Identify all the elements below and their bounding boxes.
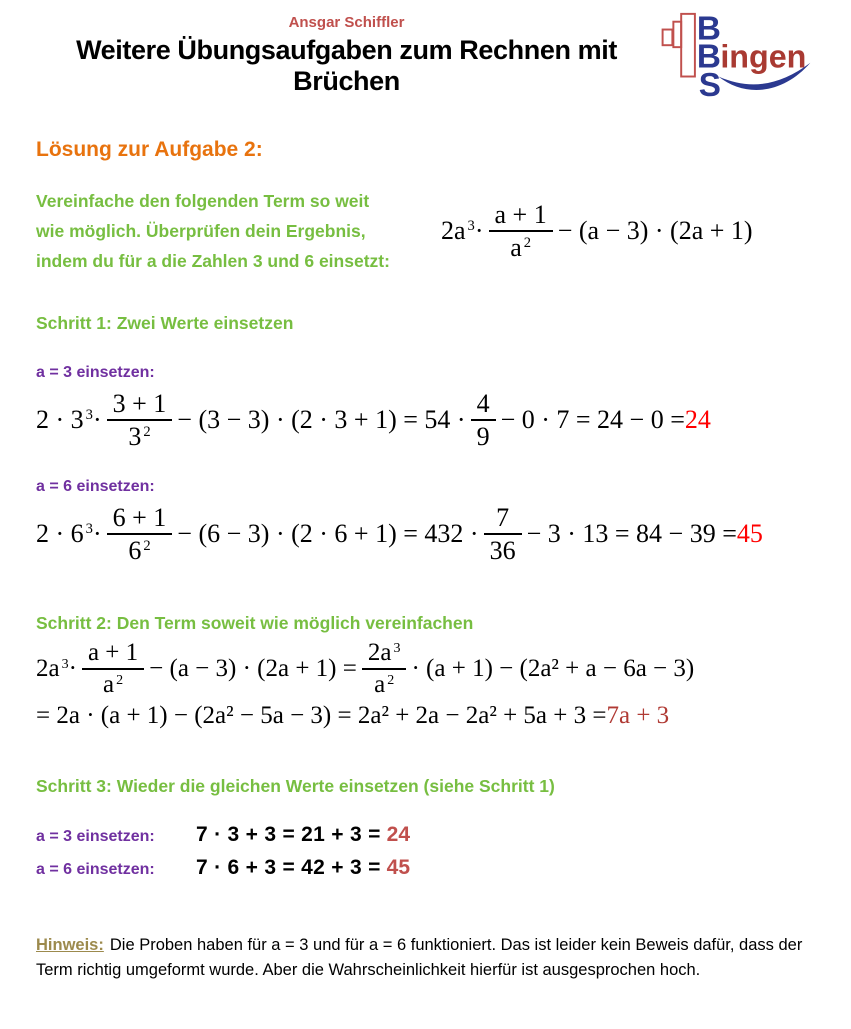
fraction-denominator: 3 $^2$ — [128, 422, 151, 452]
check-label: a = 6 einsetzen: — [36, 861, 155, 879]
original-term-formula — [441, 200, 753, 262]
check-result: 45 — [386, 856, 410, 880]
exponent: 3 — [61, 656, 69, 672]
fraction-denominator: 9 — [476, 422, 490, 452]
fraction — [107, 389, 173, 451]
fraction-numerator: 2a $^3$ — [362, 639, 407, 670]
eq-middle: − (a − 3) · (2a + 1) = — [149, 655, 357, 683]
eq-tail: − 3 · 13 = 84 − 39 = — [526, 519, 737, 549]
step3-heading: Schritt 3: Wieder die gleichen Werte einsetzen (siehe Schritt 1) — [36, 776, 555, 797]
fraction-numerator: a + 1 — [82, 639, 144, 670]
solution-heading: Lösung zur Aufgabe 2: — [36, 138, 263, 161]
step1-heading: Schritt 1: Zwei Werte einsetzen — [36, 313, 294, 333]
step2-equation-line1 — [36, 639, 815, 699]
eq-tail: − 0 · 7 = 24 − 0 = — [500, 405, 685, 435]
multiplication-dot: · — [68, 655, 77, 683]
document-header — [36, 8, 815, 100]
header-text-block — [36, 8, 657, 97]
exponent: 3 — [467, 217, 475, 234]
logo-building-shape — [663, 30, 673, 46]
multiplication-dot: · — [92, 519, 102, 549]
check-label: a = 3 einsetzen: — [36, 828, 155, 846]
author-name: Ansgar Schiffler — [288, 14, 405, 31]
hint-text: Die Proben haben für a = 3 und für a = 6 funktioniert. Das ist leider kein Beweis dafür, dass der Term richtig umgeformt wurde. Aber die Wahrscheinlichkeit hierfür ist ausgesprochen hoch. — [36, 936, 803, 980]
fraction — [82, 639, 144, 699]
step2-heading: Schritt 2: Den Term soweit wie möglich vereinfachen — [36, 613, 474, 634]
check-expression: 7 · 3 + 3 = 21 + 3 = — [196, 823, 381, 847]
fraction-numerator: 4 — [471, 389, 496, 421]
eq-leading-factor: 2 · 3 $^3$ — [36, 405, 93, 435]
exponent: 2 — [143, 424, 151, 441]
exponent: 3 — [85, 407, 93, 424]
eq-result: 24 — [684, 405, 711, 435]
exponent: 2 — [523, 234, 532, 251]
bbs-bingen-logo — [657, 8, 815, 100]
task-line-3: indem du für a die Zahlen 3 und 6 einsetzt: — [36, 251, 390, 271]
term-tail: − (a − 3) · (2a + 1) — [557, 216, 753, 245]
logo-building-shape — [681, 14, 695, 77]
fraction-denominator: 6 $^2$ — [128, 536, 151, 566]
step1-a3-label: a = 3 einsetzen: — [36, 364, 155, 381]
exponent: 3 — [393, 640, 401, 656]
check-expression: 7 · 6 + 3 = 42 + 3 = — [196, 856, 381, 880]
exponent: 3 — [85, 521, 93, 538]
exponent: 2 — [143, 538, 151, 555]
eq-middle: − (3 − 3) · (2 · 3 + 1) = 54 · — [177, 405, 466, 435]
check-result: 24 — [386, 823, 410, 847]
step3-check-rows — [36, 823, 815, 889]
eq-tail: · (a + 1) − (2a² + a − 6a − 3) — [411, 655, 695, 683]
logo-letter-b-top: B — [696, 10, 721, 48]
fraction-numerator: a + 1 — [489, 200, 553, 232]
fraction — [471, 389, 496, 451]
eq-middle: − (6 − 3) · (2 · 6 + 1) = 432 · — [177, 519, 479, 549]
fraction-numerator: 7 — [484, 503, 522, 535]
task-line-2: wie möglich. Überprüfen dein Ergebnis, — [36, 221, 366, 241]
task-description — [36, 186, 441, 276]
exponent: 2 — [116, 672, 124, 688]
fraction-numerator: 3 + 1 — [107, 389, 173, 421]
eq-result: 45 — [736, 519, 763, 549]
hint-label: Hinweis: — [36, 936, 104, 955]
logo-building-shape — [673, 22, 681, 47]
fraction — [362, 639, 407, 699]
fraction-denominator: 36 — [489, 536, 516, 566]
fraction — [107, 503, 173, 565]
task-line-1: Vereinfache den folgenden Term so weit — [36, 191, 370, 211]
step1-a6-label: a = 6 einsetzen: — [36, 478, 155, 496]
fraction-denominator: a $^2$ — [374, 671, 395, 699]
eq-leading-factor: 2 · 6 $^3$ — [36, 519, 93, 549]
check-row-a6 — [36, 856, 815, 889]
task-intro-row — [36, 186, 815, 276]
step1-equation-a6 — [36, 503, 815, 565]
check-row-a3 — [36, 823, 815, 856]
page-title: Weitere Übungsaufgaben zum Rechnen mit Brüchen — [76, 35, 617, 96]
eq-leading-factor: 2a $^3$ — [36, 655, 69, 683]
step1-equation-a3 — [36, 389, 815, 451]
logo-letter-s: S — [698, 67, 722, 100]
hint-paragraph — [36, 933, 815, 983]
multiplication-dot: · — [92, 405, 102, 435]
term-leading-factor: 2a $^3$ — [441, 216, 475, 245]
fraction-denominator: a $^2$ — [510, 233, 532, 262]
fraction-numerator: 6 + 1 — [107, 503, 173, 535]
exponent: 2 — [387, 672, 395, 688]
logo-letter-b-mid: B — [696, 38, 721, 76]
fraction-denominator: a $^2$ — [102, 671, 124, 699]
fraction — [489, 200, 553, 262]
step2-equation-line2 — [36, 702, 815, 730]
eq-body: = 2a · (a + 1) − (2a² − 5a − 3) = 2a² + 2a − 2a² + 5a + 3 = — [36, 702, 607, 730]
eq-result: 7a + 3 — [606, 702, 670, 730]
multiplication-dot: · — [474, 216, 484, 245]
fraction — [484, 503, 522, 565]
logo-text-ingen: ingen — [720, 38, 807, 75]
